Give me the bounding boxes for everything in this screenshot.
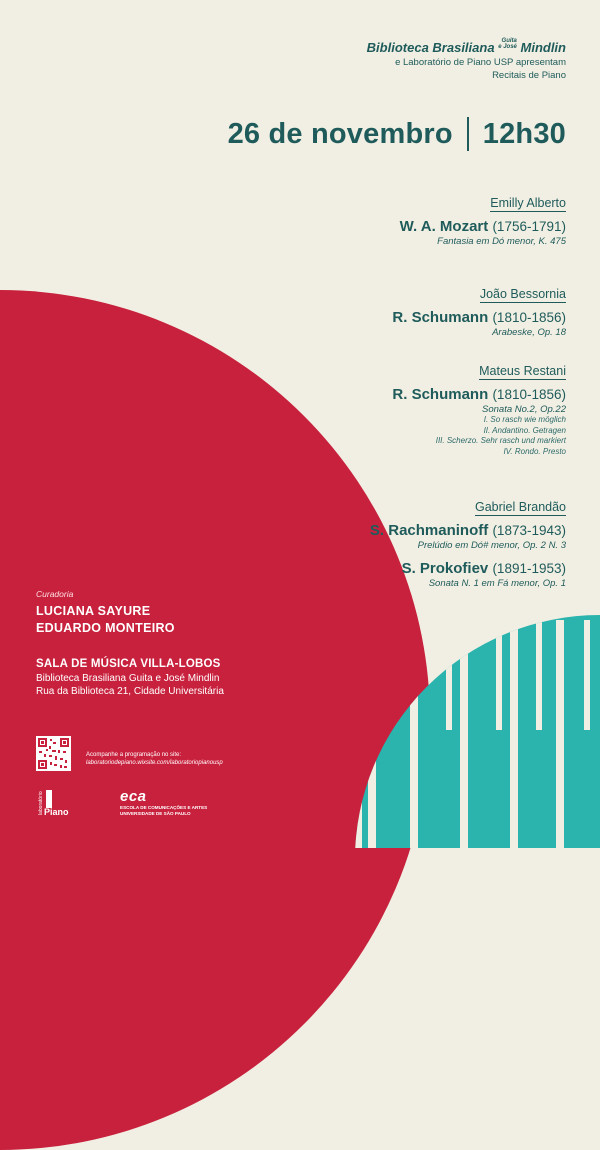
work-title: Arabeske, Op. 18 bbox=[492, 327, 566, 338]
eca-logo bbox=[120, 788, 207, 816]
venue-block bbox=[36, 658, 224, 698]
work-title: Prelúdio em Dó# menor, Op. 2 N. 3 bbox=[417, 540, 566, 551]
follow-block bbox=[86, 751, 223, 767]
brand-main: Biblioteca Brasiliana bbox=[366, 40, 495, 55]
date-separator bbox=[467, 117, 469, 151]
performer-name: João Bessornia bbox=[479, 287, 566, 301]
eca-wordmark: eca bbox=[120, 788, 147, 805]
composer-line: R. Schumann (1810-1856) bbox=[392, 309, 566, 326]
performer-block bbox=[392, 285, 566, 338]
follow-url-link[interactable]: laboratoriodepiano.wixsite.com/laboratoriopianousp bbox=[86, 760, 223, 766]
movement: II. Andantino. Getragen bbox=[483, 425, 566, 435]
follow-text: Acompanhe a programação no site: bbox=[86, 752, 182, 758]
performer-name: Emilly Alberto bbox=[490, 196, 566, 210]
laboratorio-piano-logo bbox=[36, 788, 72, 816]
composer-line: S. Rachmaninoff (1873-1943) bbox=[369, 522, 566, 539]
composer-line: R. Schumann (1810-1856) bbox=[392, 386, 566, 403]
curadoria-block bbox=[36, 589, 175, 637]
curator-name: EDUARDO MONTEIRO bbox=[36, 621, 175, 635]
work-title: Sonata No.2, Op.22 bbox=[482, 404, 566, 415]
header-line1: e Laboratório de Piano USP apresentam bbox=[395, 57, 566, 68]
performer-name: Mateus Restani bbox=[479, 364, 566, 378]
movement: IV. Rondo. Presto bbox=[503, 446, 566, 456]
performer-block bbox=[370, 498, 566, 589]
performer-block bbox=[400, 194, 566, 247]
qr-code-icon[interactable] bbox=[36, 736, 71, 771]
movement: III. Scherzo. Sehr rasch und markiert bbox=[435, 436, 566, 445]
work-title: Sonata N. 1 em Fá menor, Op. 1 bbox=[428, 578, 566, 589]
venue-line2: Rua da Biblioteca 21, Cidade Universitária bbox=[36, 686, 224, 697]
brand-title bbox=[367, 38, 566, 55]
venue-title: SALA DE MÚSICA VILLA-LOBOS bbox=[36, 658, 221, 670]
curadoria-label: Curadoria bbox=[36, 589, 74, 599]
header-line2: Recitais de Piano bbox=[492, 70, 566, 81]
performer-block bbox=[392, 362, 566, 457]
brand-end: Mindlin bbox=[520, 40, 566, 55]
date-day: 26 de novembro bbox=[227, 117, 453, 150]
logo-lab-vertical: laboratório bbox=[38, 791, 44, 815]
venue-line1: Biblioteca Brasiliana Guita e José Mindlin bbox=[36, 673, 220, 684]
piano-keys-graphic bbox=[300, 560, 600, 848]
performer-name: Gabriel Brandão bbox=[474, 500, 566, 514]
work-title: Fantasia em Dó menor, K. 475 bbox=[437, 236, 566, 247]
logo-lab-text: Piano bbox=[44, 807, 69, 816]
eca-line1: ESCOLA DE COMUNICAÇÕES E ARTES bbox=[120, 805, 208, 810]
header bbox=[367, 38, 566, 81]
date-time: 12h30 bbox=[482, 117, 566, 150]
brand-small: Guita e José bbox=[498, 38, 517, 50]
composer-line: S. Prokofiev (1891-1953) bbox=[401, 560, 566, 577]
movement: I. So rasch wie möglich bbox=[483, 415, 566, 424]
curator-name: LUCIANA SAYURE bbox=[36, 604, 151, 618]
eca-line2: UNIVERSIDADE DE SÃO PAULO bbox=[120, 810, 191, 816]
composer-line: W. A. Mozart (1756-1791) bbox=[399, 218, 566, 235]
date-heading bbox=[228, 117, 566, 151]
